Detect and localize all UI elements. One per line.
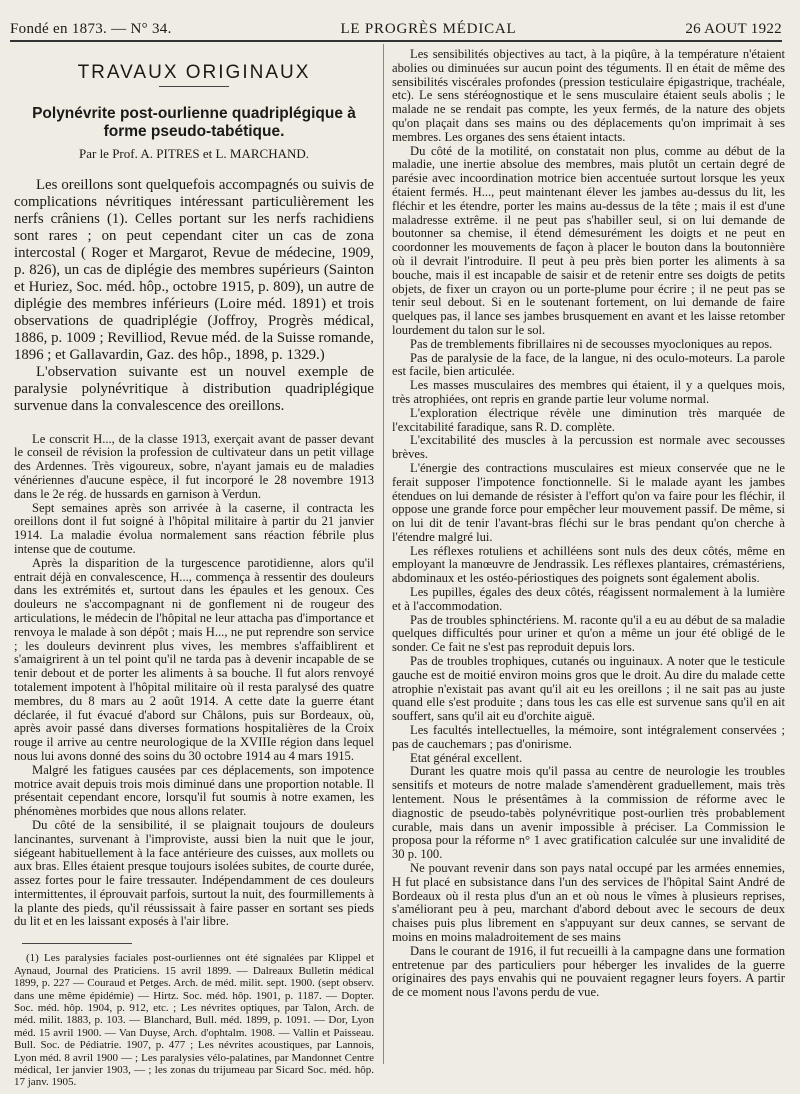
paragraph: L'énergie des contractions musculaires est mieux conservée que ne le ferait supposer l'impotence fonctionnelle. Si le malade ayant les jambes étendues on lui demande de résister à l'effort qu'on va faire pour les fléchir, il oppose une grande force pour empêcher leur mouvement passif. De même, si on lui dit de tenir l'avant-bras fléchi sur le bras pendant qu'on cherche à l'étendre malgré lui. bbox=[392, 460, 785, 544]
paragraph: Les pupilles, égales des deux côtés, réagissent normalement à la lumière et à l'accommodation. bbox=[392, 585, 785, 613]
paragraph: Sept semaines après son arrivée à la caserne, il contracta les oreillons dont il fut soigné à l'hôpital militaire à partir du 21 janvier 1914. La maladie évolua normalement sans réaction fébrile plus intense que de coutume. bbox=[14, 500, 374, 556]
paragraph: L'excitabilité des muscles à la percussion est normale avec secousses brèves. bbox=[392, 433, 785, 462]
right-column bbox=[392, 48, 785, 1000]
paragraph: Durant les quatre mois qu'il passa au centre de neurologie les troubles sensitifs et moteurs de notre malade s'amendèrent graduellement, mais très lentement. Nous le présentâmes à la commission de réforme avec le diagnostic de pseudo-tabès polynévritique post-ourlien très probablement curable, mais dans un avenir impossible à préciser. La Commission le proposa pour la réforme n° 1 avec gratification calculée sur une invalidité de 30 p. 100. bbox=[392, 764, 785, 862]
lead-text bbox=[14, 177, 374, 415]
paragraph: Le conscrit H..., de la classe 1913, exerçait avant de passer devant le conseil de révision la profession de cultivateur dans un petit village des Ardennes. Très vigoureux, sobre, n'ayant jamais eu de maladies vénériennes d'aucune espèce, il fut incorporé le 28 novembre 1913 dans le 2e rég. de hussards en garnison à Verdun. bbox=[14, 431, 374, 501]
running-header bbox=[10, 16, 782, 38]
paragraph: L'exploration électrique révèle une diminution très marquée de l'excitabilité faradique, sans R. D. complète. bbox=[392, 405, 785, 434]
paragraph: Du côté de la motilité, on constatait non plus, comme au début de la maladie, une inertie absolue des membres, mais plutôt un certain degré de parésie avec incoordination motrice bien accentuée surtout lorsque les yeux étaient fermés. H..., peut maintenant élever les jambes au-dessus du lit, les fléchir et les étendre, porter les mains au-dessus de la tête ; mais il est d'une maladresse extrême. il ne peut pas s'habiller seul, si on lui demande de boutonner sa chemise, il étend démesurément les doigts et ne peut en coordonner les mouvements de façon à placer le bouton dans la boutonnière où il devrait l'introduire. Il peut à peu près bien porter les aliments à sa bouche, mais il est incapable de saisir et de retenir entre ses doigts de petits objets, de fixer un crayon ou un porte-plume pour écrire ; il ne peut pas se tenir seul debout. Si en le soutenant fortement, on lui demande de faire quelques pas, il lance ses jambes brusquement en avant et les laisse retomber lourdement du talon sur le sol. bbox=[392, 143, 785, 337]
section-title: TRAVAUX ORIGINAUX bbox=[77, 62, 311, 83]
footnote bbox=[14, 952, 374, 1088]
journal-title: LE PROGRÈS MÉDICAL bbox=[340, 21, 517, 37]
paragraph: Les masses musculaires des membres qui étaient, il y a quelques mois, très atrophiées, ont repris en grande partie leur volume normal. bbox=[392, 378, 785, 406]
footnote-text: (1) Les paralysies faciales post-ourliennes ont été signalées par Klippel et Aynaud, Journal des Praticiens. 15 avril 1899. — Dalreaux Bulletin médical 1899, p. 227 — Couraud et Petges. Arch. de méd. milit. sept. 1900. (sept observ. dans une même épidémie) — Hirtz. Soc. méd. hôp. 1901, p. 1187. — Dopter. Soc. méd. hôp. 1904, p. 912, etc. ; Les névrites optiques, par Talon, Arch. de méd. milit. 1883, p. 103. — Blanchard, Bull. méd. 1899, p. 1091. — Dor, Lyon méd. 15 avril 1900. — Van Duyse, Arch. d'ophtalm. 1908. — Vallin et Paisseau. Bull. Soc. de Pédiatrie. 1907, p. 477 ; Les névrites acoustiques, par Lannois, Lyon méd. 8 avril 1900 — ; Les paralysies vélo-palatines, par Mandonnet Centre médical, 1er janvier 1903, — ; les zonas du trijumeau par Sicard Soc. méd. hôp. 17 janv. 1905. bbox=[14, 952, 374, 1089]
body-text-left bbox=[14, 433, 374, 930]
article-title: Polynévrite post-ourlienne quadriplégique à forme pseudo-tabétique. bbox=[32, 104, 356, 140]
paragraph: Malgré les fatigues causées par ces déplacements, son impotence motrice avait depuis trois mois diminué dans une proportion notable. Il présentait cependant encore, lorsqu'il fut soumis à notre examen, les phénomènes morbides que nous allons relater. bbox=[14, 762, 374, 819]
paragraph: Etat général excellent. bbox=[410, 750, 523, 765]
paragraph: Pas de troubles trophiques, cutanés ou inguinaux. A noter que le testicule gauche est de moitié environ moins gros que le droit. Au dire du malade cette atrophie n'existait pas avant qu'il ait eu les oreillons ; il ne sait pas au juste quand elle s'est produite ; dans tous les cas elle est survenue sans qu'il en ait souffert, sans qu'il ait eu d'orchite aiguë. bbox=[392, 654, 785, 724]
paragraph: Du côté de la sensibilité, il se plaignait toujours de douleurs lancinantes, survenant à l'improviste, aussi bien la nuit que le jour, siégeant habituellement à la face antérieure des cuisses, aux mollets ou aux bras. Elles étaient presque toujours isolées subites, de courte durée, assez fortes pour le faire tressauter. Indépendamment de ces douleurs intermittentes, il éprouvait parfois, surtout la nuit, des fourmillements à la plante des pieds, qu'il réussissait à faire passer en sortant ses pieds du lit et en les laissant exposés à l'air libre. bbox=[14, 817, 374, 929]
issue-date: 26 AOUT 1922 bbox=[685, 21, 782, 37]
paragraph: Pas de paralysie de la face, de la langue, ni des oculo-moteurs. La parole est facile, bien articulée. bbox=[392, 350, 785, 379]
left-column bbox=[14, 48, 374, 1089]
header-founded: Fondé en 1873. — N° 34. bbox=[10, 21, 172, 37]
paragraph: Ne pouvant revenir dans son pays natal occupé par les armées ennemies, H fut placé en subsistance dans l'un des services de l'hôpital Saint André de Bordeaux où il resta plus d'un an et où nous le vîmes à plusieurs reprises, s'améliorant peu à peu, marchant d'abord debout avec le secours de deux chaises puis plus librement en s'appuyant sur deux cannes, se servant de moins en moins maladroitement de ses mains bbox=[392, 861, 785, 944]
paragraph: Les réflexes rotuliens et achilléens sont nuls des deux côtés, même en employant la manœuvre de Jendrassik. Les réflexes plantaires, crémastériens, abdominaux et les ostéo-périostiques des poignets sont également abolis. bbox=[392, 543, 785, 586]
paragraph: Pas de troubles sphinctériens. M. raconte qu'il a eu au début de sa maladie quelques difficultés pour uriner et qu'on a même un jour été obligé de le sonder. Ce fait ne s'est pas reproduit depuis lors. bbox=[392, 612, 785, 655]
section-rule bbox=[159, 86, 229, 87]
paragraph: Après la disparition de la turgescence parotidienne, alors qu'il entrait déjà en convalescence, H..., commença à ressentir des douleurs dans les extrémités et, surtout dans les épaules et les genoux. Ces douleurs ne s'accompagnant ni de gonflement ni de rougeur des articulations, le médecin de l'hôpital ne leur attacha pas d'importance et renvoya le malade à son dépôt ; mais H..., ne put reprendre son service ; les douleurs devinrent plus vives, les membres s'affaiblirent et s'amaigrirent à un tel point qu'il ne tarda pas à devenir incapable de se tenir debout et de porter les aliments à sa bouche. Il fut alors renvoyé totalement impotent à l'hôpital militaire où il resta paralysé des quatre membres, du 8 mars au 2 août 1914. A cette date la guerre étant déclarée, il fut évacué d'abord sur Châlons, puis sur Bordeaux, où, après avoir passé dans diverses formations hospitalières de la Croix rouge il arrive au centre neurologique de la XVIIIe région dans lequel nous lui avons donné des soins du 30 octobre 1914 au 4 mars 1915. bbox=[14, 555, 374, 763]
paragraph: Pas de tremblements fibrillaires ni de secousses myocloniques au repos. bbox=[410, 336, 773, 351]
paragraph: Les oreillons sont quelquefois accompagnés ou suivis de complications névritiques intéressant particulièrement les nerfs crâniens (1). Celles portant sur les nerfs rachidiens sont rares ; on peut cependant citer un cas de zona intercostal ( Roger et Margarot, Revue de médecine, 1909, p. 826), un cas de diplégie des membres supérieurs (Sainton et Huriez, Soc. méd. hôp., octobre 1915, p. 809), un autre de diplégie des membres inférieurs (Loire méd. 1891) et trois observations de quadriplégie (Joffroy, Progrès médical, 1886, p. 1009 ; Revilliod, Revue méd. de la Suisse romande, 1896 ; et Gallavardin, Gaz. des hôp., 1898, p. 1329.) bbox=[14, 176, 374, 363]
column-separator bbox=[383, 44, 384, 1064]
paragraph: L'observation suivante est un nouvel exemple de paralysie polynévritique à distribution quadriplégique survenue dans la convalescence des oreillons. bbox=[14, 363, 374, 414]
footnote-rule bbox=[22, 943, 132, 944]
paragraph: Les sensibilités objectives au tact, à la piqûre, à la température n'étaient abolies ou diminuées sur aucun point des téguments. Il en était de même des sensibilités viscérales profondes (pression testiculaire épigastrique, trachéale, etc). Le sens stéréognostique et le sens musculaire étaient seuls abolis ; le malade ne se rendait pas compte, les yeux fermés, de la nature des objets qu'on plaçait dans ses mains ou des déplacements qu'on imprimait à ses membres. Les organes des sens étaient intacts. bbox=[392, 47, 785, 144]
paragraph: Les facultés intellectuelles, la mémoire, sont intégralement conservées ; pas de cauchemars ; pas d'onirisme. bbox=[392, 723, 785, 751]
article-byline: Par le Prof. A. PITRES et L. MARCHAND. bbox=[78, 145, 310, 161]
header-rule bbox=[10, 40, 782, 42]
paragraph: Dans le courant de 1916, il fut recueilli à la campagne dans une formation entretenue par des particuliers pour héberger les invalides de la guerre originaires des pays envahis qui ne pouvaient regagner leurs foyers. A partir de ce moment nous l'avons perdu de vue. bbox=[392, 943, 785, 1000]
